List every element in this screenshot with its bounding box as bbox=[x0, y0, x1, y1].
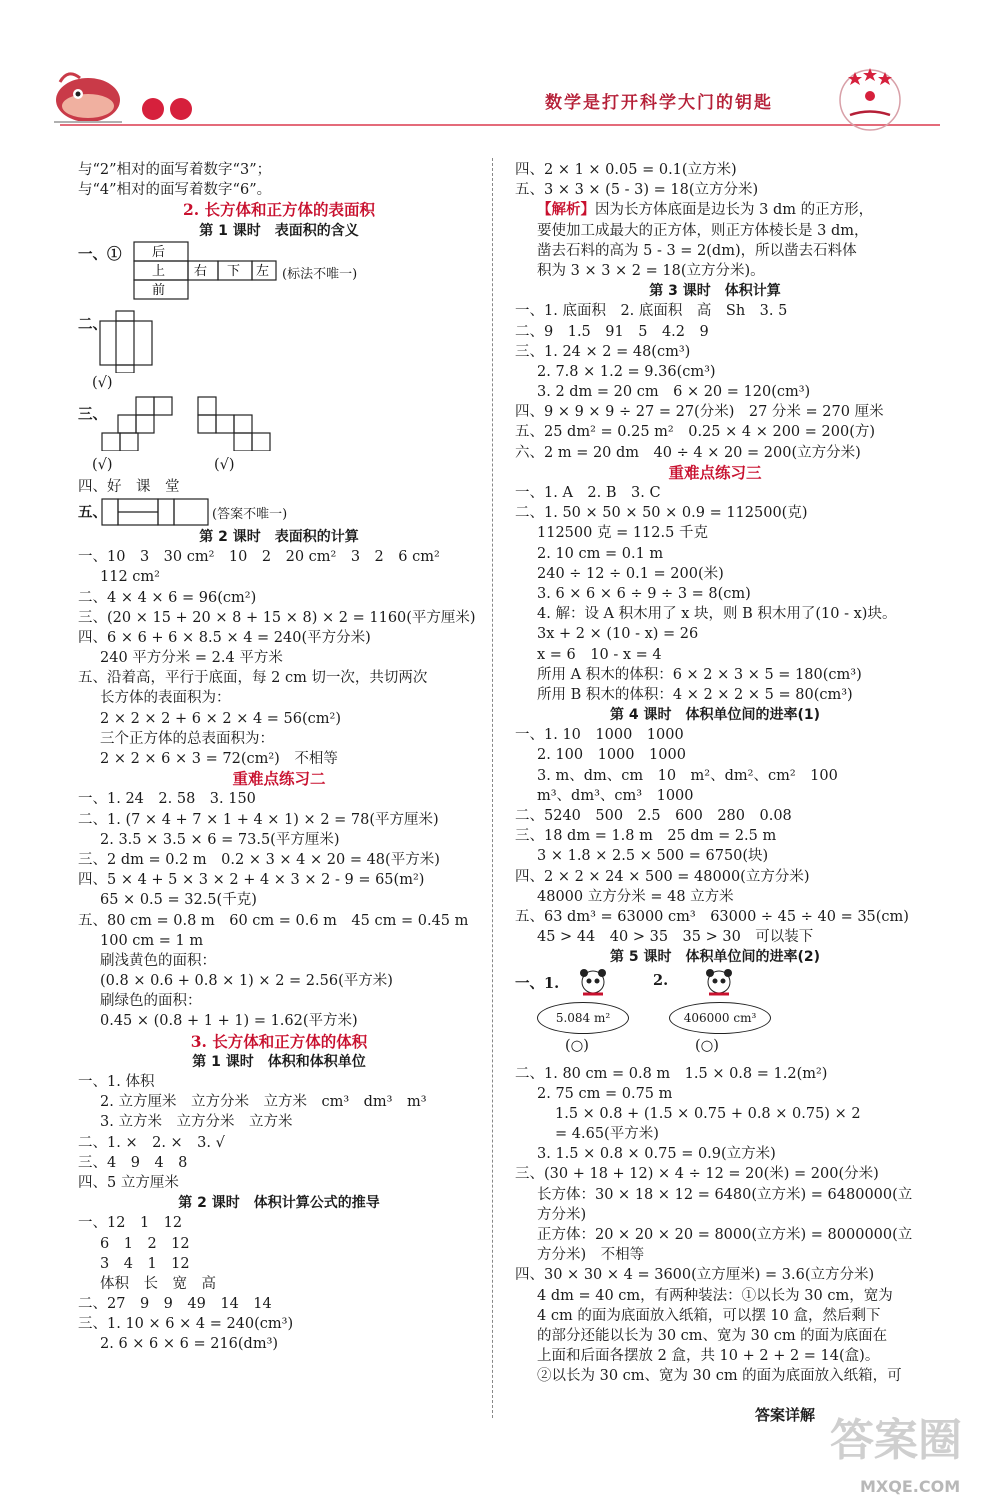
answer-oval: 406000 cm³ bbox=[669, 1002, 771, 1034]
lesson-title: 第 5 课时 体积单位间的进率(2) bbox=[609, 949, 821, 966]
analysis-tag: 【解析】 bbox=[537, 201, 595, 219]
text-line: 二、27 9 9 49 14 14 bbox=[78, 1296, 272, 1313]
text-line: 一、1. 体积 bbox=[78, 1074, 155, 1090]
question-3-figure bbox=[78, 395, 480, 477]
lesson-title: 第 2 课时 体积计算公式的推导 bbox=[178, 1195, 380, 1212]
header-rule bbox=[60, 124, 940, 126]
text-line: 二、1. (7 × 4 + 7 × 1 + 4 × 1) × 2 = 78(平方厘米) bbox=[78, 811, 439, 828]
watermark-text: MXQE.COM bbox=[860, 1477, 961, 1496]
watermark-icon bbox=[820, 1400, 990, 1500]
text-line: 48000 立方分米 = 48 立方米 bbox=[537, 888, 734, 905]
text-line: 4 cm 的面为底面放入纸箱，可以摆 10 盒，然后剩下 bbox=[537, 1307, 881, 1324]
text-line: 4 dm = 40 cm，有两种装法：①以长为 30 cm，宽为 bbox=[537, 1287, 893, 1304]
text-line: 与“4”相对的面写着数字“6”。 bbox=[78, 182, 272, 199]
text-line: 三、4 9 4 8 bbox=[78, 1154, 188, 1171]
text-line: 四、30 × 30 × 4 = 3600(立方厘米) = 3.6(立方分米) bbox=[515, 1267, 875, 1284]
text-line: 刷绿色的面积： bbox=[100, 993, 202, 1010]
text-line: 100 cm = 1 m bbox=[100, 932, 204, 949]
text-line: 一、1. 10 1000 1000 bbox=[515, 727, 684, 744]
text-line: 2. 立方厘米 立方分米 立方米 cm³ dm³ m³ bbox=[100, 1094, 427, 1111]
header-dot bbox=[170, 98, 192, 120]
text-line: m³、dm³、cm³ 1000 bbox=[537, 787, 694, 804]
text-line: 三个正方体的总表面积为： bbox=[100, 730, 274, 747]
text-line: 六、2 m = 20 dm 40 ÷ 4 × 20 = 200(立方分米) bbox=[515, 444, 861, 461]
circle-mark: (○) bbox=[695, 1037, 719, 1054]
text-line: 3 4 1 12 bbox=[100, 1255, 190, 1272]
text-line: 与“2”相对的面写着数字“3”； bbox=[78, 162, 272, 178]
text-line: 四、5 × 4 + 5 × 3 × 2 + 4 × 3 × 2 - 9 = 65(m²) bbox=[78, 872, 425, 889]
text-line: 一、1. 24 2. 58 3. 150 bbox=[78, 791, 256, 808]
lesson-title: 第 1 课时 体积和体积单位 bbox=[192, 1053, 366, 1070]
mascot-icon bbox=[40, 60, 130, 130]
text-line: 2 × 2 × 6 × 3 = 72(cm²) 不相等 bbox=[100, 751, 338, 767]
watermark-logo bbox=[820, 1400, 990, 1500]
lesson-title: 第 3 课时 体积计算 bbox=[649, 283, 781, 300]
text-line: 五、63 dm³ = 63000 cm³ 63000 ÷ 45 ÷ 40 = 35(cm) bbox=[515, 908, 909, 925]
text-line: 的部分还能以长为 30 cm、宽为 30 cm 的面为底面在 bbox=[537, 1327, 888, 1344]
right-column bbox=[515, 160, 915, 1387]
text-line: 三、2 dm = 0.2 m 0.2 × 3 × 4 × 20 = 48(平方米) bbox=[78, 851, 440, 868]
net-cell: 左 bbox=[256, 263, 270, 279]
text-line: 要使加工成最大的正方体，则正方体棱长是 3 dm， bbox=[537, 222, 869, 239]
text-line: 四、5 立方厘米 bbox=[78, 1174, 179, 1191]
text-line: 二、1. × 2. × 3. √ bbox=[78, 1134, 225, 1151]
text-line: 1.5 × 0.8 + (1.5 × 0.75 + 0.8 × 0.75) × 2 bbox=[555, 1105, 861, 1122]
text-line: 四、2 × 1 × 0.05 = 0.1(立方米) bbox=[515, 162, 737, 178]
text-line: 3. 1.5 × 0.8 × 0.75 = 0.9(立方米) bbox=[537, 1146, 776, 1163]
question-label: 五、 bbox=[78, 503, 107, 521]
text-line: 2. 10 cm = 0.1 m bbox=[537, 545, 664, 562]
panda-icon bbox=[697, 968, 741, 1002]
question-label: 一、1. bbox=[515, 974, 560, 992]
text-line: 上面和后面各摆放 2 盒，共 10 + 2 + 2 = 14(盒)。 bbox=[537, 1348, 880, 1365]
text-line: 3. 2 dm = 20 cm 6 × 20 = 120(cm³) bbox=[537, 384, 811, 401]
section-title: 重难点练习三 bbox=[668, 462, 762, 482]
text-line: 刷浅黄色的面积： bbox=[100, 952, 216, 969]
answer-oval: 5.084 m² bbox=[537, 1002, 629, 1034]
left-column bbox=[78, 160, 480, 1355]
cube-net-diagram bbox=[100, 395, 192, 451]
text-line: 积为 3 × 3 × 2 = 18(立方分米)。 bbox=[537, 262, 765, 279]
answer-note: (标法不唯一) bbox=[282, 266, 358, 282]
brand-logo-icon bbox=[815, 60, 925, 140]
text-line: 二、5240 500 2.5 600 280 0.08 bbox=[515, 808, 792, 824]
text-line: 2 × 2 × 2 + 6 × 2 × 4 = 56(cm²) bbox=[100, 710, 342, 727]
text-line: 三、18 dm = 1.8 m 25 dm = 2.5 m bbox=[515, 828, 777, 845]
text-line: 2. 6 × 6 × 6 = 216(dm³) bbox=[100, 1336, 279, 1353]
cuboid-net-diagram bbox=[100, 497, 210, 527]
header-motto: 数学是打开科学大门的钥匙 bbox=[545, 93, 773, 113]
question-label: 2. bbox=[653, 971, 669, 989]
header-dot bbox=[142, 98, 164, 120]
question-5-figure bbox=[78, 497, 480, 527]
text-line: 240 平方分米 = 2.4 平方米 bbox=[100, 650, 283, 667]
question-1-net bbox=[78, 241, 480, 303]
text-line: 二、4 × 4 × 6 = 96(cm²) bbox=[78, 589, 257, 606]
page-header bbox=[0, 60, 1000, 140]
text-line: 五、80 cm = 0.8 m 60 cm = 0.6 m 45 cm = 0.45 m bbox=[78, 912, 469, 929]
net-cell: 右 bbox=[194, 263, 208, 279]
net-cell: 下 bbox=[227, 263, 241, 279]
cylinder-net-diagram bbox=[98, 309, 158, 373]
text-line: 长方体的表面积为： bbox=[100, 690, 231, 707]
text-line: ②以长为 30 cm、宽为 30 cm 的面为底面放入纸箱，可 bbox=[537, 1368, 902, 1385]
text-line: 3. m、dm、cm 10 m²、dm²、cm² 100 bbox=[537, 767, 838, 784]
text-line: 2. 7.8 × 1.2 = 9.36(cm³) bbox=[537, 363, 716, 380]
text-line: 3. 立方米 立方分米 立方米 bbox=[100, 1114, 293, 1131]
text-line: 四、9 × 9 × 9 ÷ 27 = 27(分米) 27 分米 = 270 厘米 bbox=[515, 404, 884, 421]
text-line: 方分米) bbox=[537, 1206, 587, 1223]
text-line: 五、沿着高，平行于底面，每 2 cm 切一次，共切两次 bbox=[78, 670, 428, 687]
text-line: 三、1. 24 × 2 = 48(cm³) bbox=[515, 343, 691, 360]
text-line: 二、9 1.5 91 5 4.2 9 bbox=[515, 323, 709, 340]
lesson-title: 第 4 课时 体积单位间的进率(1) bbox=[609, 707, 821, 724]
text-line: 三、1. 10 × 6 × 4 = 240(cm³) bbox=[78, 1316, 294, 1333]
text-line: 二、1. 80 cm = 0.8 m 1.5 × 0.8 = 1.2(m²) bbox=[515, 1065, 828, 1082]
cube-net-diagram bbox=[196, 395, 276, 451]
text-line: 一、10 3 30 cm² 10 2 20 cm² 3 2 6 cm² bbox=[78, 549, 440, 566]
circle-mark: (○) bbox=[565, 1037, 589, 1054]
text-line: 三、(30 + 18 + 12) × 4 ÷ 12 = 20(米) = 200(分米) bbox=[515, 1166, 879, 1183]
text-line: 3 × 1.8 × 2.5 × 500 = 6750(块) bbox=[537, 848, 769, 865]
net-cell: 上 bbox=[152, 263, 166, 279]
text-line: 所用 B 积木的体积：4 × 2 × 2 × 5 = 80(cm³) bbox=[537, 686, 853, 703]
text-line: 一、1. 底面积 2. 底面积 高 Sh 3. 5 bbox=[515, 303, 788, 320]
panda-icon bbox=[571, 968, 615, 1002]
check-mark: (√) bbox=[214, 456, 235, 473]
text-line: 一、12 1 12 bbox=[78, 1215, 183, 1232]
text-line: 2. 3.5 × 3.5 × 6 = 73.5(平方厘米) bbox=[100, 831, 340, 848]
question-label: 一、① bbox=[78, 245, 122, 263]
check-mark: (√) bbox=[92, 374, 113, 391]
section-title: 2. 长方体和正方体的表面积 bbox=[182, 200, 376, 220]
text-line: 正方体：20 × 20 × 20 = 8000(立方米) = 8000000(立 bbox=[537, 1227, 913, 1243]
text-line: = 4.65(平方米) bbox=[555, 1126, 659, 1143]
text-line: 3x + 2 × (10 - x) = 26 bbox=[537, 626, 699, 643]
analysis-line bbox=[515, 200, 915, 220]
footer-label: 答案详解 bbox=[755, 1406, 816, 1424]
text-line: 五、3 × 3 × (5 - 3) = 18(立方分米) bbox=[515, 182, 759, 199]
check-mark: (√) bbox=[92, 456, 113, 473]
net-cell: 前 bbox=[152, 282, 166, 298]
text-line: 四、6 × 6 + 6 × 8.5 × 4 = 240(平方分米) bbox=[78, 629, 371, 646]
section-title: 3. 长方体和正方体的体积 bbox=[190, 1031, 368, 1051]
text-line: 3. 6 × 6 × 6 ÷ 9 ÷ 3 = 8(cm) bbox=[537, 585, 751, 602]
text-line: 2. 100 1000 1000 bbox=[537, 747, 686, 764]
text-line: 凿去石料的高为 5 - 3 = 2(dm)，所以凿去石料体 bbox=[537, 242, 857, 259]
text-line: 三、(20 × 15 + 20 × 8 + 15 × 8) × 2 = 1160(平方厘米) bbox=[78, 609, 476, 626]
text-line: 四、好 课 堂 bbox=[78, 478, 180, 495]
text-line: 65 × 0.5 = 32.5(千克) bbox=[100, 892, 257, 909]
column-divider bbox=[492, 158, 494, 1418]
text-line: x = 6 10 - x = 4 bbox=[537, 646, 662, 663]
lesson-title: 第 1 课时 表面积的含义 bbox=[199, 222, 359, 239]
net-cell: 后 bbox=[152, 244, 166, 260]
question-label: 二、 bbox=[78, 315, 107, 333]
question-2-figure bbox=[78, 303, 480, 395]
text-line: 一、1. A 2. B 3. C bbox=[515, 485, 661, 501]
lesson-title: 第 2 课时 表面积的计算 bbox=[199, 528, 359, 545]
text-line: (0.8 × 0.6 + 0.8 × 1) × 2 = 2.56(平方米) bbox=[100, 973, 393, 990]
text-line: 二、1. 50 × 50 × 50 × 0.9 = 112500(克) bbox=[515, 505, 808, 522]
svg-text:答案圈: 答案圈 bbox=[830, 1415, 962, 1466]
text-line: 所用 A 积木的体积：6 × 2 × 3 × 5 = 180(cm³) bbox=[537, 666, 862, 683]
comparison-figure bbox=[515, 968, 915, 1064]
answer-note: (答案不唯一) bbox=[212, 506, 288, 522]
text-line: 6 1 2 12 bbox=[100, 1235, 190, 1252]
section-title: 重难点练习二 bbox=[232, 769, 326, 789]
analysis-text: 因为长方体底面是边长为 3 dm 的正方形， bbox=[595, 202, 874, 219]
text-line: 45 > 44 40 > 35 35 > 30 可以装下 bbox=[537, 929, 814, 946]
text-line: 五、25 dm² = 0.25 m² 0.25 × 4 × 200 = 200(方) bbox=[515, 424, 876, 441]
text-line: 112500 克 = 112.5 千克 bbox=[537, 525, 708, 542]
text-line: 长方体：30 × 18 × 12 = 6480(立方米) = 6480000(立 bbox=[537, 1186, 913, 1203]
text-line: 0.45 × (0.8 + 1 + 1) = 1.62(平方米) bbox=[100, 1013, 358, 1030]
text-line: 2. 75 cm = 0.75 m bbox=[537, 1085, 673, 1102]
text-line: 240 ÷ 12 ÷ 0.1 = 200(米) bbox=[537, 565, 724, 582]
text-line: 四、2 × 2 × 24 × 500 = 48000(立方分米) bbox=[515, 868, 810, 885]
text-line: 4. 解：设 A 积木用了 x 块，则 B 积木用了(10 - x)块。 bbox=[537, 606, 897, 623]
cube-net-diagram bbox=[132, 241, 282, 303]
text-line: 方分米) 不相等 bbox=[537, 1247, 645, 1264]
question-label: 三、 bbox=[78, 405, 107, 423]
text-line: 112 cm² bbox=[100, 569, 160, 586]
text-line: 体积 长 宽 高 bbox=[100, 1275, 216, 1292]
